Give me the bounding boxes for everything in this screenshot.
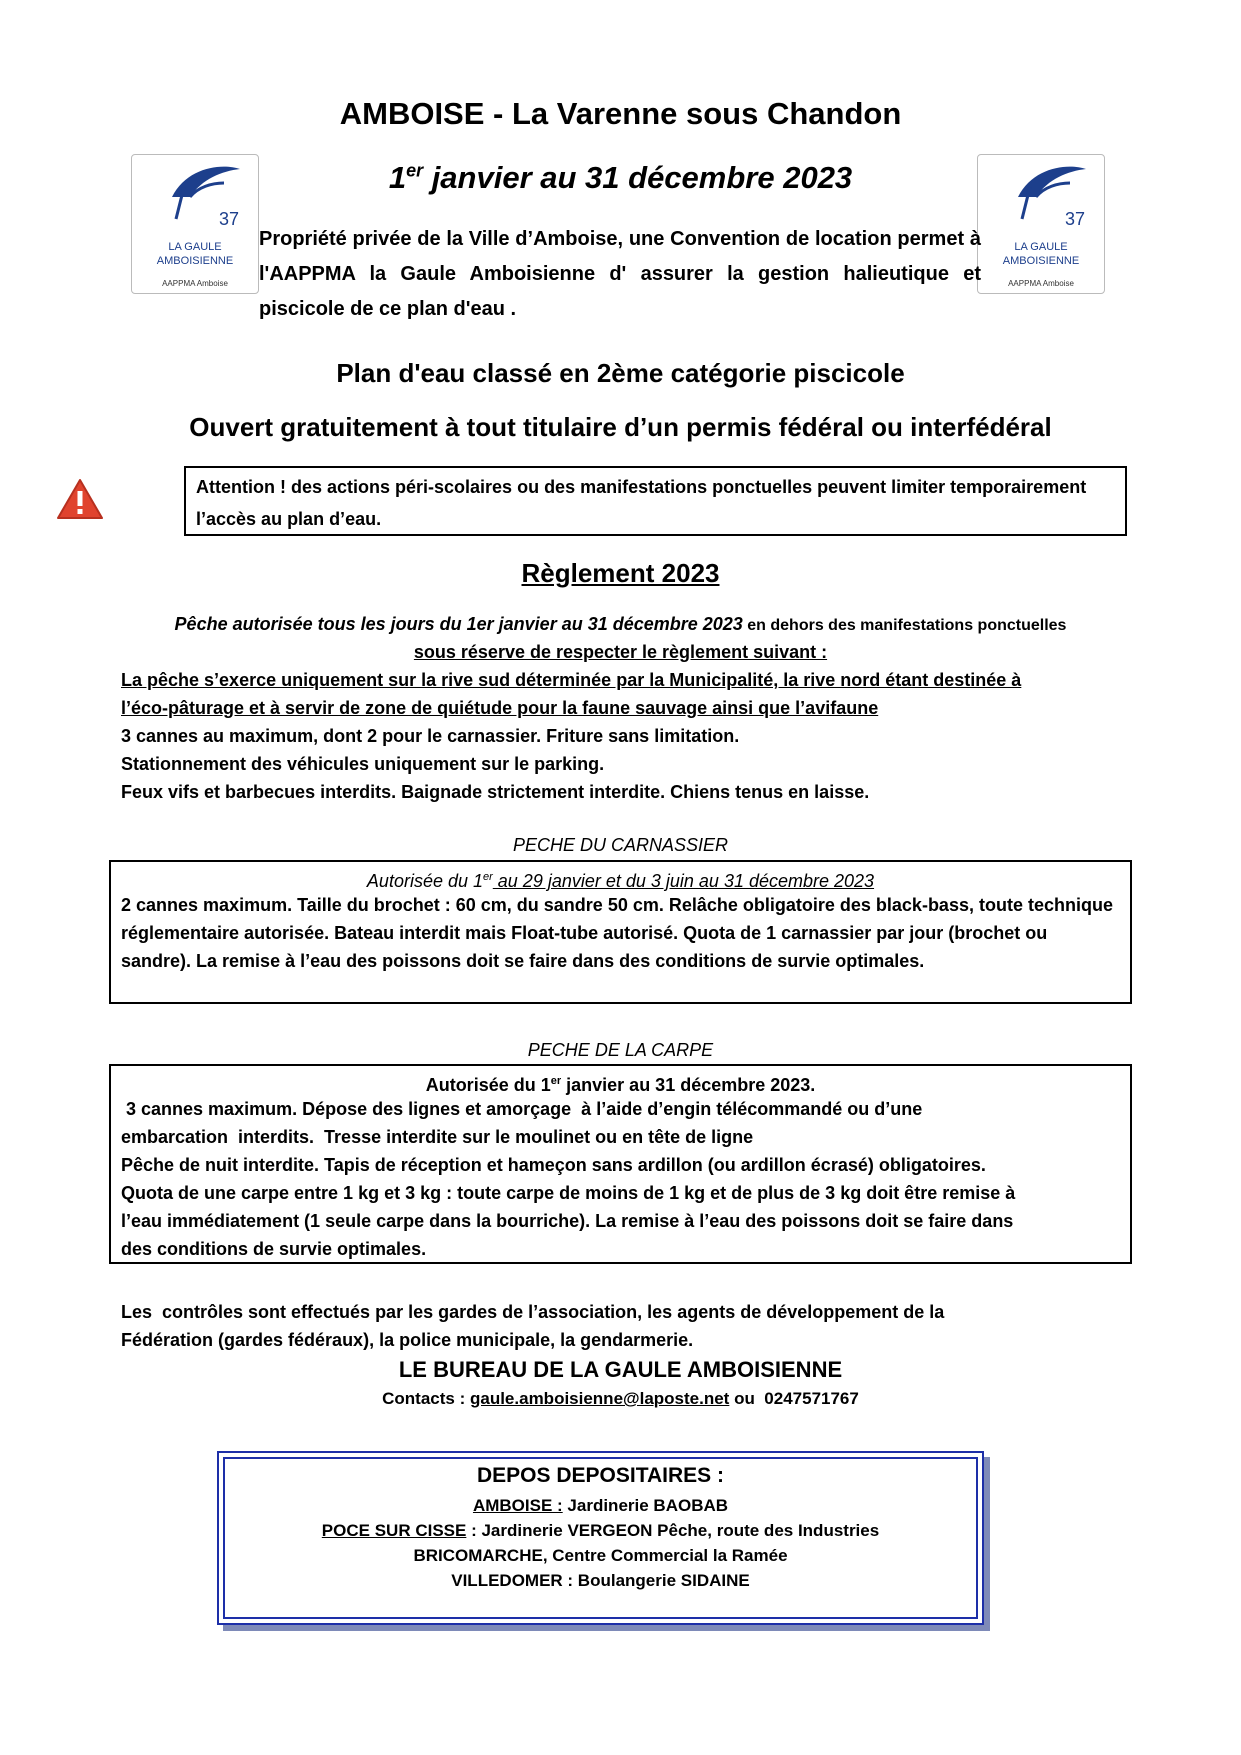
- aappma-logo-left: [131, 154, 259, 294]
- logo-footer: AAPPMA Amboise: [1008, 279, 1074, 288]
- logo-number: 37: [218, 209, 240, 229]
- carpe-line-5: l’eau immédiatement (1 seule carpe dans la bourriche). La remise à l’eau des poissons doit se faire dans: [121, 1211, 1014, 1231]
- carnassier-text: 2 cannes maximum. Taille du brochet : 60 cm, du sandre 50 cm. Relâche obligatoire des black-bass, toute technique réglementaire autorisée. Bateau interdit mais Float-tube autorisé. Quota de 1 carnassier par jour (brochet ou sandre). La remise à l’eau des poissons doit se faire dans des conditions de survie optimales.: [121, 895, 1113, 971]
- carpe-dates: Autorisée du 1er janvier au 31 décembre 2023.: [425, 1075, 816, 1095]
- period-subtitle: 1er janvier au 31 décembre 2023: [388, 160, 853, 195]
- logo-line-1: LA GAULE: [1014, 241, 1068, 253]
- logo-line-1: LA GAULE: [168, 241, 222, 253]
- logo-line-2: AMBOISIENNE: [156, 255, 234, 267]
- open-to-heading: Ouvert gratuitement à tout titulaire d’un permis fédéral ou interfédéral: [189, 412, 1052, 442]
- carpe-box: [109, 1064, 1132, 1264]
- reglement-intro: Pêche autorisée tous les jours du 1er janvier au 31 décembre 2023 en dehors des manifestations ponctuelles: [174, 614, 1067, 634]
- controls-line-1: Les contrôles sont effectués par les gardes de l’association, les agents de développement de la: [121, 1302, 945, 1322]
- carpe-line-1: 3 cannes maximum. Dépose des lignes et amorçage à l’aide d’engin télécommandé ou d’une: [121, 1099, 923, 1119]
- intro-paragraph: Propriété privée de la Ville d’Amboise, une Convention de location permet à l'AAPPMA la Gaule Amboisienne d' assurer la gestion halieutique et piscicole de ce plan d'eau .: [259, 228, 981, 320]
- carpe-line-3: Pêche de nuit interdite. Tapis de réception et hameçon sans ardillon (ou ardillon écrasé) obligatoires.: [121, 1155, 986, 1175]
- logo-line-2: AMBOISIENNE: [1002, 255, 1080, 267]
- rule-parking: Stationnement des véhicules uniquement sur le parking.: [121, 754, 605, 774]
- contacts-line: Contacts : gaule.amboisienne@laposte.net ou 0247571767: [382, 1389, 859, 1408]
- carnassier-box: [109, 860, 1132, 1004]
- carpe-line-2: embarcation interdits. Tresse interdite sur le moulinet ou en tête de ligne: [121, 1127, 754, 1147]
- logo-footer: AAPPMA Amboise: [162, 279, 228, 288]
- carpe-line-4: Quota de une carpe entre 1 kg et 3 kg : toute carpe de moins de 1 kg et de plus de 3 kg doit être remise à: [121, 1183, 1016, 1203]
- depositaires-title: DEPOS DEPOSITAIRES :: [477, 1464, 724, 1487]
- carnassier-dates: Autorisée du 1er au 29 janvier et du 3 juin au 31 décembre 2023: [366, 871, 875, 891]
- page-title: AMBOISE - La Varenne sous Chandon: [339, 96, 902, 131]
- attention-notice: Attention ! des actions péri-scolaires ou des manifestations ponctuelles peuvent limiter temporairement l’accès au plan d’eau.: [184, 466, 1127, 536]
- controls-line-2: Fédération (gardes fédéraux), la police municipale, la gendarmerie.: [121, 1330, 694, 1350]
- phone-number: 0247571767: [764, 1389, 859, 1408]
- bureau-signature: LE BUREAU DE LA GAULE AMBOISIENNE: [398, 1357, 843, 1382]
- carpe-line-6: des conditions de survie optimales.: [121, 1239, 427, 1259]
- aappma-logo-right: [977, 154, 1105, 294]
- depositaire-item: BRICOMARCHE, Centre Commercial la Ramée: [413, 1546, 788, 1565]
- logo-number: 37: [1064, 209, 1086, 229]
- rule-feux: Feux vifs et barbecues interdits. Baignade strictement interdite. Chiens tenus en laisse.: [121, 782, 870, 802]
- carpe-heading: PECHE DE LA CARPE: [527, 1040, 714, 1060]
- depositaire-item: VILLEDOMER : Boulangerie SIDAINE: [451, 1571, 750, 1590]
- warning-icon: [56, 478, 104, 520]
- category-heading: Plan d'eau classé en 2ème catégorie piscicole: [336, 358, 905, 388]
- carnassier-heading: PECHE DU CARNASSIER: [512, 835, 729, 855]
- rive-line-2: l’éco-pâturage et à servir de zone de quiétude pour la faune sauvage ainsi que l’avifaune: [121, 698, 879, 718]
- reglement-reserve: sous réserve de respecter le règlement suivant :: [413, 642, 828, 662]
- depositaire-item: POCE SUR CISSE : Jardinerie VERGEON Pêche, route des Industries: [321, 1521, 880, 1540]
- rive-line-1: La pêche s’exerce uniquement sur la rive sud déterminée par la Municipalité, la rive nord étant destinée à: [121, 670, 1022, 690]
- rule-cannes: 3 cannes au maximum, dont 2 pour le carnassier. Friture sans limitation.: [121, 726, 740, 746]
- email-link[interactable]: gaule.amboisienne@laposte.net: [469, 1389, 730, 1408]
- reglement-title: Règlement 2023: [521, 558, 720, 588]
- depositaire-item: AMBOISE : Jardinerie BAOBAB: [472, 1496, 729, 1515]
